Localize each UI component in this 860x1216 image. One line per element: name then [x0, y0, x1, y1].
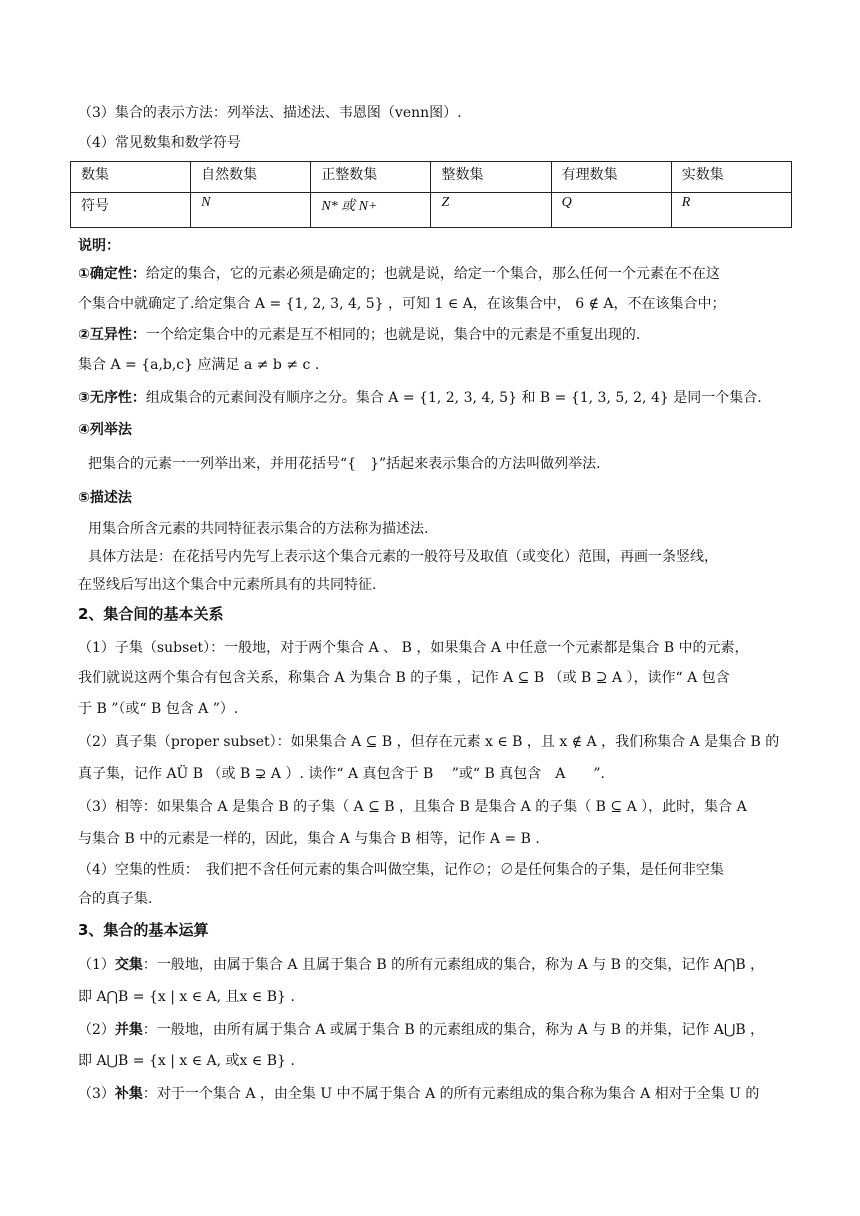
table-cell: 整数集 — [431, 162, 551, 193]
complement-number: （3） — [78, 1086, 115, 1102]
determinacy-label: ①确定性： — [78, 266, 146, 282]
roster-method-title: ④列举法 — [78, 422, 132, 438]
unordered-text: 组成集合的元素间没有顺序之分。集合 A = {1, 2, 3, 4, 5} 和 B = {1, 3, 5, 2, 4} 是同一个集合. — [145, 390, 762, 406]
proper-subset-line-1: （2）真子集（proper subset）：如果集合 A ⊆ B ，但存在元素 x ∈ B ，且 x ∉ A ，我们称集合 A 是集合 B 的 — [78, 734, 780, 750]
complement-line-1 — [78, 1084, 790, 1104]
repr-methods-line: （3）集合的表示方法：列举法、描述法、韦恩图（venn图）. — [78, 105, 462, 121]
intersection-text: ：一般地，由属于集合 A 且属于集合 B 的所有元素组成的集合，称为 A 与 B 的交集，记作 A⋂B ， — [142, 957, 765, 973]
table-cell: 数集 — [71, 162, 191, 193]
table-header-row — [71, 162, 792, 193]
empty-set-line-1: （4）空集的性质： 我们把不含任何元素的集合叫做空集，记作∅；∅是任何集合的子集，是任何非空集 — [78, 862, 724, 878]
intersection-line-1 — [78, 955, 790, 975]
common-sets-line: （4）常见数集和数学符号 — [78, 135, 241, 151]
table-cell: 自然数集 — [191, 162, 311, 193]
complement-label: 补集 — [114, 1086, 143, 1102]
determinacy-line-2: 个集合中就确定了.给定集合 A = {1, 2, 3, 4, 5} ，可知 1 ∈ A，在该集合中， 6 ∉ A，不在该集合中； — [78, 296, 726, 312]
union-number: （2） — [78, 1022, 115, 1038]
table-row — [71, 193, 792, 228]
unordered-label: ③无序性： — [78, 390, 146, 406]
intersection-number: （1） — [78, 957, 115, 973]
table-cell: N — [191, 193, 311, 228]
proper-subset-line-2: 真子集，记作 AÜ B （或 B ⊋ A ）. 读作“ A 真包含于 B ”或“ B 真包含 A ”. — [78, 766, 605, 782]
table-cell: 有理数集 — [551, 162, 671, 193]
section-heading-operations: 3、集合的基本运算 — [78, 921, 209, 939]
distinctness-line-2: 集合 A = {a,b,c} 应满足 a ≠ b ≠ c . — [78, 357, 320, 373]
description-method-text-2: 具体方法是：在花括号内先写上表示这个集合元素的一般符号及取值（或变化）范围，再画一条竖线， — [88, 549, 718, 565]
section-heading-relations: 2、集合间的基本关系 — [78, 605, 224, 623]
distinctness-text: 一个给定集合中的元素是互不相同的；也就是说，集合中的元素是不重复出现的. — [145, 327, 641, 343]
description-method-text-3: 在竖线后写出这个集合中元素所具有的共同特征. — [78, 577, 377, 593]
empty-set-line-2: 合的真子集. — [78, 891, 153, 907]
subset-line-2: 我们就说这两个集合有包含关系，称集合 A 为集合 B 的子集 ，记作 A ⊆ B （或 B ⊇ A ），读作“ A 包含 — [78, 670, 730, 686]
roster-method-text: 把集合的元素一一列举出来，并用花括号“{ }”括起来表示集合的方法叫做列举法. — [88, 456, 601, 472]
equality-line-2: 与集合 B 中的元素是一样的，因此，集合 A 与集合 B 相等，记作 A = B . — [78, 831, 540, 847]
description-method-title: ⑤描述法 — [78, 490, 132, 506]
complement-text: ：对于一个集合 A ，由全集 U 中不属于集合 A 的所有元素组成的集合称为集合 A 相对于全集 U 的 — [142, 1086, 760, 1102]
union-line-2: 即 A⋃B = {x | x ∈ A, 或x ∈ B} . — [78, 1053, 295, 1069]
intersection-line-2: 即 A⋂B = {x | x ∈ A, 且x ∈ B} . — [78, 989, 295, 1005]
table-cell: Z — [431, 193, 551, 228]
union-line-1 — [78, 1020, 790, 1040]
description-method-text-1: 用集合所含元素的共同特征表示集合的方法称为描述法. — [88, 521, 429, 537]
equality-line-1: （3）相等：如果集合 A 是集合 B 的子集（ A ⊆ B ，且集合 B 是集合 A 的子集（ B ⊆ A ），此时，集合 A — [78, 799, 747, 815]
table-cell: 实数集 — [671, 162, 791, 193]
union-label: 并集 — [114, 1022, 143, 1038]
distinctness-line — [78, 325, 790, 345]
table-cell: R — [671, 193, 791, 228]
note-title: 说明： — [78, 238, 120, 254]
table-cell: N* 或 N+ — [311, 193, 431, 228]
unordered-line — [78, 388, 790, 408]
number-sets-table — [70, 161, 792, 228]
intersection-label: 交集 — [114, 957, 143, 973]
distinctness-label: ②互异性： — [78, 327, 146, 343]
subset-line-3: 于 B ”（或“ B 包含 A ”）. — [78, 701, 239, 717]
table-cell: 符号 — [71, 193, 191, 228]
subset-line-1: （1）子集（subset）：一般地，对于两个集合 A 、 B ，如果集合 A 中任意一个元素都是集合 B 中的元素， — [78, 640, 749, 656]
table-cell: 正整数集 — [311, 162, 431, 193]
determinacy-text: 给定的集合，它的元素必须是确定的；也就是说，给定一个集合，那么任何一个元素在不在这 — [145, 266, 720, 282]
table-cell: Q — [551, 193, 671, 228]
union-text: ：一般地，由所有属于集合 A 或属于集合 B 的元素组成的集合，称为 A 与 B 的并集，记作 A⋃B ， — [142, 1022, 765, 1038]
determinacy-line — [78, 264, 790, 284]
